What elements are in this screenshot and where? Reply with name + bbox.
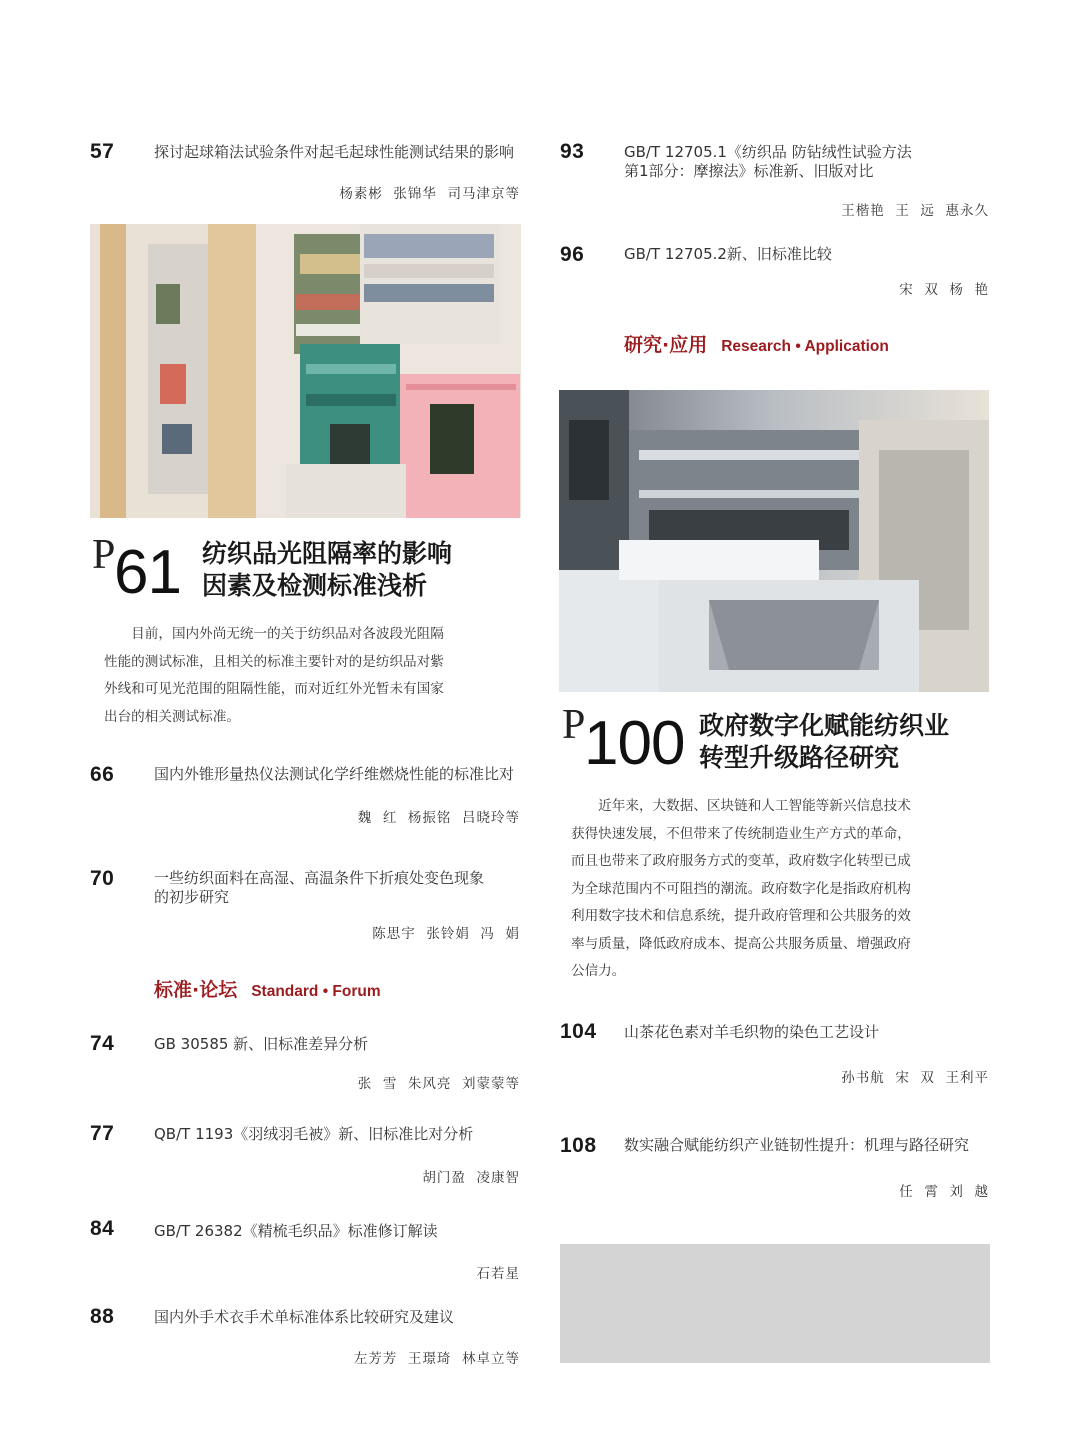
article-authors: 王楷艳 王 远 惠永久 xyxy=(841,203,989,219)
page-number: 88 xyxy=(90,1305,115,1328)
featured-page-number: 61 xyxy=(114,538,181,607)
featured-p-letter: P xyxy=(92,532,116,578)
article-title: 山茶花色素对羊毛织物的染色工艺设计 xyxy=(624,1023,880,1041)
featured-p-letter: P xyxy=(562,702,586,748)
article-title: QB/T 1193《羽绒羽毛被》新、旧标准比对分析 xyxy=(154,1125,474,1143)
article-authors: 陈思宇 张铃娟 冯 娟 xyxy=(372,926,520,942)
article-authors: 张 雪 朱风亮 刘蒙蒙等 xyxy=(357,1076,520,1092)
article-title: GB 30585 新、旧标准差异分析 xyxy=(154,1035,369,1053)
featured-title: 政府数字化赋能纺织业 转型升级路径研究 xyxy=(699,711,950,772)
article-authors: 杨素彬 张锦华 司马津京等 xyxy=(339,186,520,202)
page-number: 74 xyxy=(90,1032,115,1055)
page-number: 57 xyxy=(90,140,115,163)
page-number: 96 xyxy=(560,243,585,266)
gray-placeholder-block xyxy=(560,1244,990,1363)
page-number: 93 xyxy=(560,140,585,163)
article-title: 一些纺织面料在高湿、高温条件下折痕处变色现象 的初步研究 xyxy=(154,869,485,906)
featured-page-number: 100 xyxy=(584,709,685,778)
featured-title: 纺织品光阻隔率的影响 因素及检测标准浅析 xyxy=(202,539,453,600)
article-authors: 左芳芳 王璟琦 林卓立等 xyxy=(353,1351,520,1367)
page-number: 108 xyxy=(560,1134,597,1157)
article-title: 探讨起球箱法试验条件对起毛起球性能测试结果的影响 xyxy=(154,143,515,161)
article-title: GB/T 12705.1《纺织品 防钻绒性试验方法 第1部分：摩擦法》标准新、旧版对比 xyxy=(624,143,912,180)
article-title: GB/T 26382《精梳毛织品》标准修订解读 xyxy=(154,1222,438,1240)
page-number: 70 xyxy=(90,867,115,890)
page-number: 77 xyxy=(90,1122,115,1145)
featured-abstract: 近年来，大数据、区块链和人工智能等新兴信息技术 获得快速发展，不但带来了传统制造业生产方式的革命， 而且也带来了政府服务方式的变革，政府数字化转型已成 为全球范围内不可阻挡的潮流。政府数字化是指政府机构 利用数字技术和信息系统，提升政府管理和公共服务的效 率与质量，降低政府成本、提高公共服务质量、增强政府 公信力。 xyxy=(571,798,911,979)
page-number: 84 xyxy=(90,1217,115,1240)
knitting-machine-photo xyxy=(559,390,989,692)
section-heading-standard-forum: 标准·论坛 Standard • Forum xyxy=(154,979,381,1001)
article-authors: 魏 红 杨振铭 吕晓玲等 xyxy=(357,810,520,826)
article-authors: 胡门盈 凌康智 xyxy=(422,1170,520,1186)
article-authors: 宋 双 杨 艳 xyxy=(899,282,989,298)
article-authors: 孙书航 宋 双 王利平 xyxy=(841,1070,989,1086)
page-number: 104 xyxy=(560,1020,597,1043)
article-authors: 石若星 xyxy=(476,1266,520,1282)
article-title: 国内外锥形量热仪法测试化学纤维燃烧性能的标准比对 xyxy=(154,765,515,783)
article-title: GB/T 12705.2新、旧标准比较 xyxy=(624,245,832,263)
article-title: 国内外手术衣手术单标准体系比较研究及建议 xyxy=(154,1308,455,1326)
section-heading-research-application: 研究·应用 Research • Application xyxy=(624,334,889,356)
article-authors: 任 霄 刘 越 xyxy=(899,1184,989,1200)
article-title: 数实融合赋能纺织产业链韧性提升：机理与路径研究 xyxy=(624,1136,970,1154)
weaving-loom-photo xyxy=(90,224,521,518)
page-number: 66 xyxy=(90,763,115,786)
featured-abstract: 目前，国内外尚无统一的关于纺织品对各波段光阻隔 性能的测试标准，且相关的标准主要针对的是纺织品对紫 外线和可见光范围的阻隔性能，而对近红外光暂未有国家 出台的相关测试标准。 xyxy=(104,626,444,725)
